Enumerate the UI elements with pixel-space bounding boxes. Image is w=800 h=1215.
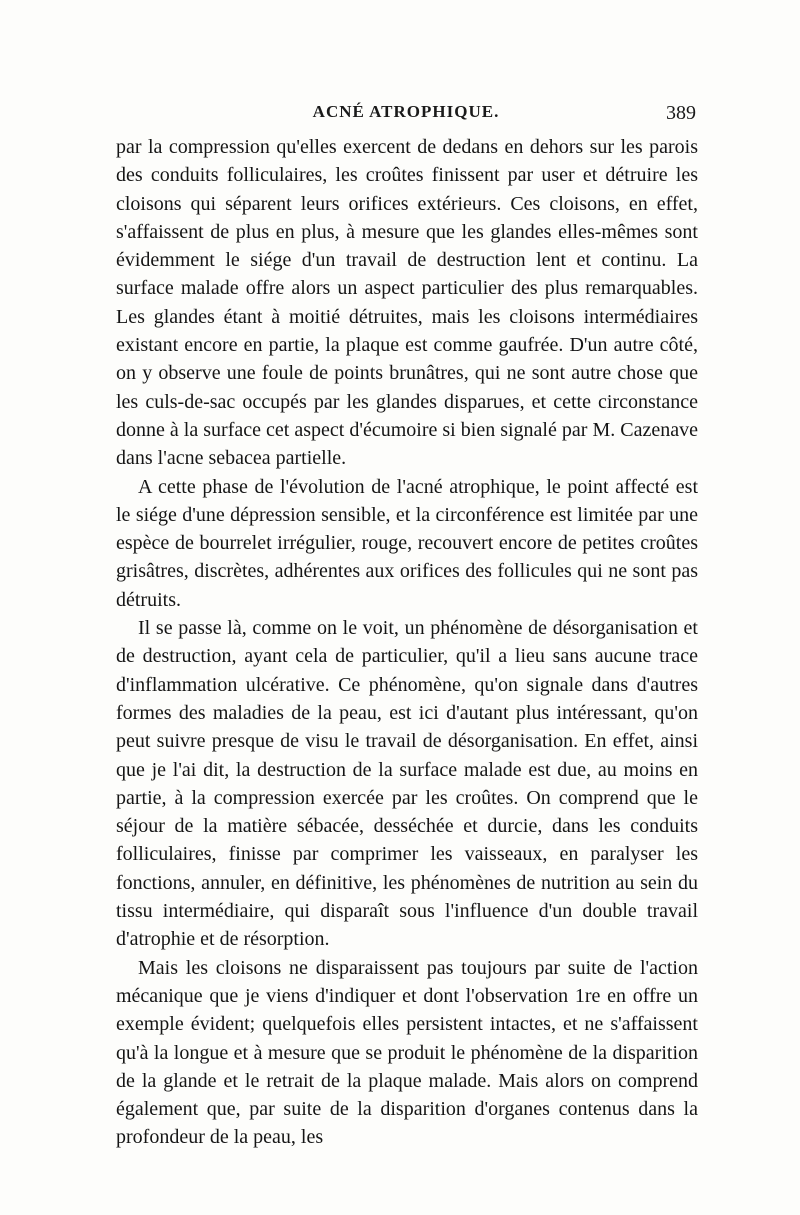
body-text bbox=[116, 133, 698, 1152]
paragraph: Mais les cloisons ne disparaissent pas toujours par suite de l'action mécanique que je viens d'indiquer et dont l'observation 1re en offre un exemple évident; quelquefois elles persistent intactes, et ne s'affaissent qu'à la longue et à mesure que se produit le phénomène de la disparition de la glande et le retrait de la plaque malade. Mais alors on comprend également que, par suite de la disparition d'organes contenus dans la profondeur de la peau, les bbox=[116, 956, 698, 1149]
paragraph: par la compression qu'elles exercent de dedans en dehors sur les parois des conduits folliculaires, les croûtes finissent par user et détruire les cloisons qui séparent leurs orifices extérieurs. Ces cloisons, en effet, s'affaissent de plus en plus, à mesure que les glandes elles-mêmes sont évidemment le siége d'un travail de destruction lent et continu. La surface malade offre alors un aspect particulier des plus remarquables. Les glandes étant à moitié détruites, mais les cloisons intermédiaires existant encore en partie, la plaque est comme gaufrée. D'un autre côté, on y observe une foule de points brunâtres, qui ne sont autre chose que les culs-de-sac occupés par les glandes disparues, et cette circonstance donne à la surface cet aspect d'écumoire si bien signalé par M. Cazenave dans l'acne sebacea partielle. bbox=[116, 136, 698, 470]
paragraph: A cette phase de l'évolution de l'acné atrophique, le point affecté est le siége d'une dépression sensible, et la circonférence est limitée par une espèce de bourrelet irrégulier, rouge, recouvert encore de petites croûtes grisâtres, discrètes, adhérentes aux orifices des follicules qui ne sont pas détruits. bbox=[116, 475, 698, 611]
running-title: ACNÉ ATROPHIQUE. bbox=[312, 102, 500, 121]
paragraph: Il se passe là, comme on le voit, un phénomène de désorganisation et de destruction, ayant cela de particulier, qu'il a lieu sans aucune trace d'inflammation ulcérative. Ce phénomène, qu'on signale dans d'autres formes des maladies de la peau, est ici d'autant plus intéressant, qu'on peut suivre presque de visu le travail de désorganisation. En effet, ainsi que je l'ai dit, la destruction de la surface malade est due, au moins en partie, à la compression exercée par les croûtes. On comprend que le séjour de la matière sébacée, desséchée et durcie, dans les conduits folliculaires, finisse par comprimer les vaisseaux, en paralyser les fonctions, annuler, en définitive, les phénomènes de nutrition au sein du tissu intermédiaire, qui disparaît sous l'influence d'un double travail d'atrophie et de résorption. bbox=[116, 617, 698, 951]
running-head bbox=[116, 102, 696, 130]
page-number: 389 bbox=[666, 102, 696, 124]
